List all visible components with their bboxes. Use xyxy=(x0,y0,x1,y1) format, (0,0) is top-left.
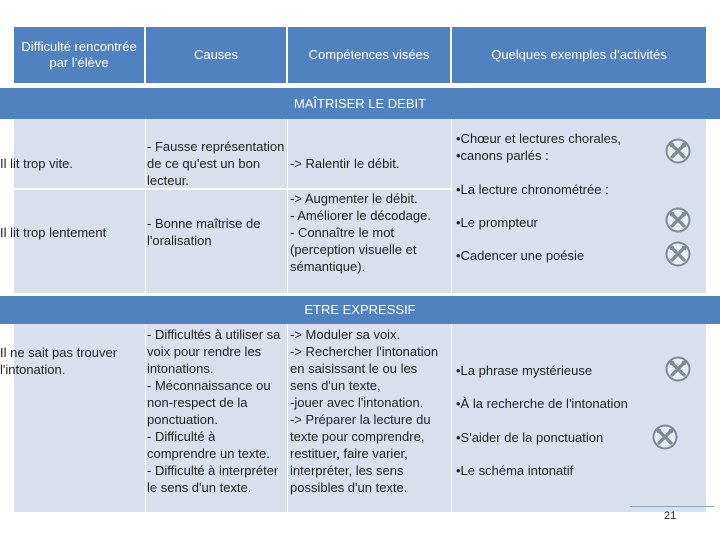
header-skills xyxy=(288,27,450,83)
difficulty-intonation: Il ne sait pas trouver l'intonation. xyxy=(0,345,118,377)
divider xyxy=(145,119,146,293)
causes-intonation: - Difficultés à utiliser sa voix pour rendre les intonations. - Méconnaissance ou non-respect de la ponctuation. - Difficulté à comprendre un texte. - Difficulté à interpréter le sens d'un texte. xyxy=(147,327,281,495)
tools-icon[interactable] xyxy=(652,424,678,450)
activity-phrase-mysterieuse: •La phrase mystérieuse xyxy=(456,363,593,378)
header-activities xyxy=(452,27,706,83)
tools-icon[interactable] xyxy=(665,241,691,267)
tools-icon[interactable] xyxy=(665,138,691,164)
header-difficulty-label: Difficulté rencontrée par l’élève xyxy=(21,39,137,70)
difficulty-too-slow: Il lit trop lentement xyxy=(0,225,107,240)
page-number-rule xyxy=(630,506,714,507)
header-causes xyxy=(146,27,286,83)
divider xyxy=(451,119,452,293)
skill-speed-up: -> Augmenter le débit. - Améliorer le décodage. - Connaître le mot (perception visuelle et sémantique). xyxy=(290,191,431,274)
divider xyxy=(451,324,452,512)
difficulty-too-fast: Il lit trop vite. xyxy=(0,156,73,171)
skill-slow-down: -> Ralentir le débit. xyxy=(290,156,400,171)
activity-choeur: •Chœur et lectures chorales, •canons parlés : xyxy=(456,131,621,163)
section-title-debit xyxy=(0,88,720,119)
header-activities-label: Quelques exemples d’activités xyxy=(491,47,667,62)
cause-oralisation: - Bonne maîtrise de l'oralisation xyxy=(147,216,261,248)
activity-prompteur: •Le prompteur xyxy=(456,215,538,230)
section-title-expressif-label: ETRE EXPRESSIF xyxy=(304,302,416,317)
header-causes-label: Causes xyxy=(193,47,239,62)
section-title-expressif xyxy=(0,296,720,324)
divider xyxy=(145,324,146,512)
skills-intonation: -> Moduler sa voix. -> Rechercher l'intonation en saisissant le ou les sens d'un texte, -jouer avec l'intonation. -> Préparer la lecture du texte pour comprendre, restituer, faire varier, interpréter, les sens possibles d'un texte. xyxy=(290,327,439,495)
tools-icon[interactable] xyxy=(665,207,691,233)
header-difficulty xyxy=(14,27,144,83)
header-skills-label: Compétences visées xyxy=(308,47,430,62)
activity-poesie: •Cadencer une poésie xyxy=(456,248,585,263)
activity-ponctuation: •S'aider de la ponctuation xyxy=(456,430,604,445)
cause-false-representation: - Fausse représentation de ce qu'est un bon lecteur. xyxy=(147,139,285,188)
activity-chronometree: •La lecture chronométrée : xyxy=(456,182,609,197)
activity-recherche-intonation: •À la recherche de l'intonation xyxy=(456,396,628,411)
tools-icon[interactable] xyxy=(665,356,691,382)
divider xyxy=(287,324,288,512)
activity-schema-intonatif: •Le schéma intonatif xyxy=(456,463,574,478)
divider xyxy=(287,119,288,293)
section-title-debit-label: MAÎTRISER LE DEBIT xyxy=(293,96,427,111)
page-number: 21 xyxy=(664,510,677,522)
